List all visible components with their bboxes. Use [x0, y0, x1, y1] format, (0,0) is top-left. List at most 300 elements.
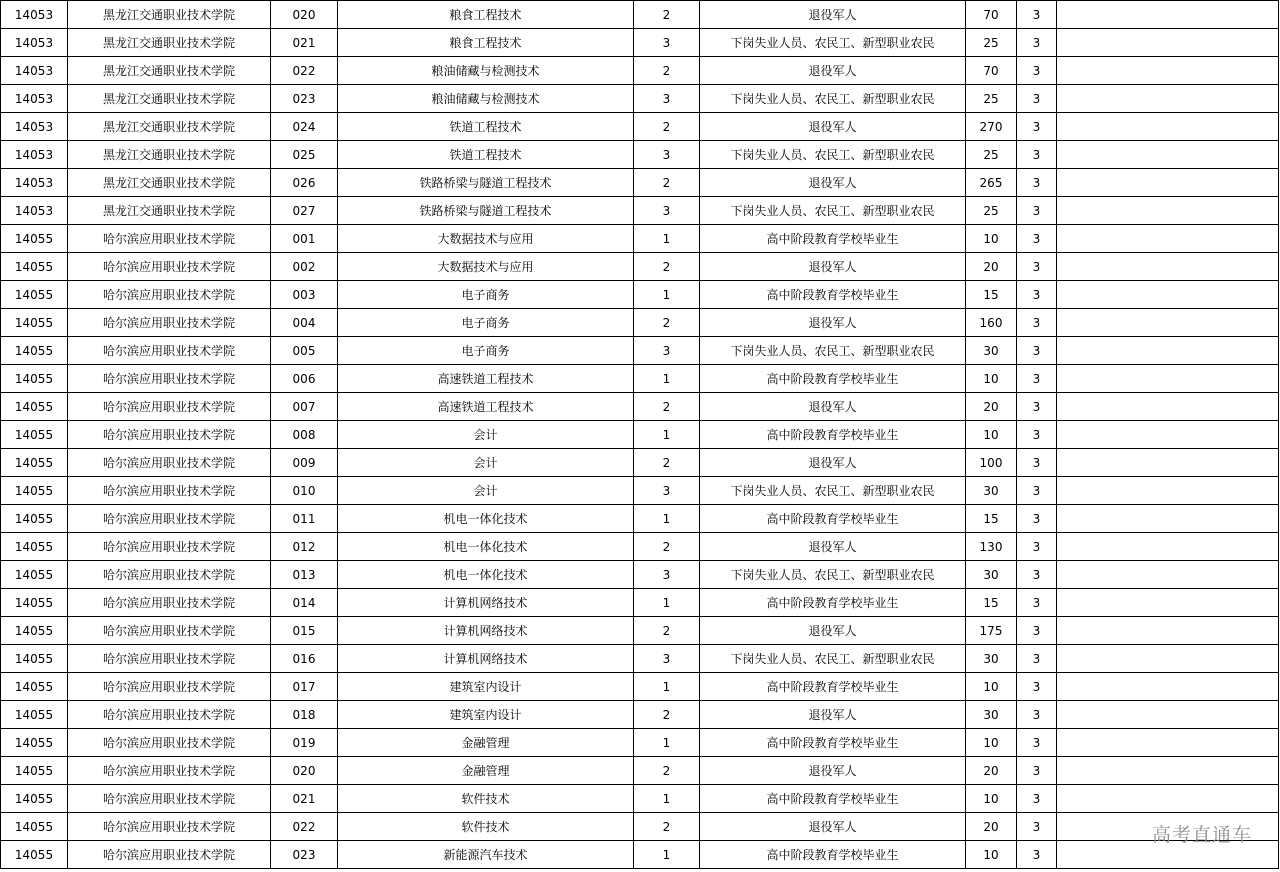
major-name-cell: 粮食工程技术 [338, 1, 634, 29]
category-cell: 1 [634, 589, 700, 617]
applicant-type-cell: 退役军人 [700, 617, 966, 645]
category-cell: 2 [634, 169, 700, 197]
quota-cell: 25 [966, 141, 1017, 169]
college-name-cell: 黑龙江交通职业技术学院 [68, 141, 271, 169]
notes-cell [1057, 309, 1279, 337]
duration-cell: 3 [1017, 701, 1057, 729]
applicant-type-cell: 高中阶段教育学校毕业生 [700, 365, 966, 393]
duration-cell: 3 [1017, 141, 1057, 169]
college-name-cell: 哈尔滨应用职业技术学院 [68, 757, 271, 785]
duration-cell: 3 [1017, 1, 1057, 29]
table-row [1, 533, 1279, 561]
major-name-cell: 电子商务 [338, 309, 634, 337]
college-name-cell: 哈尔滨应用职业技术学院 [68, 561, 271, 589]
major-code-cell: 021 [271, 29, 338, 57]
major-name-cell: 计算机网络技术 [338, 589, 634, 617]
quota-cell: 160 [966, 309, 1017, 337]
applicant-type-cell: 高中阶段教育学校毕业生 [700, 673, 966, 701]
table-row [1, 225, 1279, 253]
college-name-cell: 黑龙江交通职业技术学院 [68, 197, 271, 225]
quota-cell: 15 [966, 281, 1017, 309]
major-code-cell: 010 [271, 477, 338, 505]
table-row [1, 841, 1279, 869]
duration-cell: 3 [1017, 449, 1057, 477]
table-row [1, 169, 1279, 197]
quota-cell: 20 [966, 757, 1017, 785]
applicant-type-cell: 下岗失业人员、农民工、新型职业农民 [700, 141, 966, 169]
college-name-cell: 哈尔滨应用职业技术学院 [68, 337, 271, 365]
category-cell: 2 [634, 393, 700, 421]
applicant-type-cell: 退役军人 [700, 393, 966, 421]
college-name-cell: 黑龙江交通职业技术学院 [68, 85, 271, 113]
notes-cell [1057, 85, 1279, 113]
major-code-cell: 005 [271, 337, 338, 365]
applicant-type-cell: 退役军人 [700, 253, 966, 281]
major-name-cell: 机电一体化技术 [338, 505, 634, 533]
notes-cell [1057, 673, 1279, 701]
college-name-cell: 黑龙江交通职业技术学院 [68, 1, 271, 29]
category-cell: 1 [634, 281, 700, 309]
quota-cell: 20 [966, 253, 1017, 281]
college-code-cell: 14055 [1, 533, 68, 561]
notes-cell [1057, 141, 1279, 169]
duration-cell: 3 [1017, 533, 1057, 561]
major-code-cell: 016 [271, 645, 338, 673]
major-code-cell: 023 [271, 85, 338, 113]
major-name-cell: 铁路桥梁与隧道工程技术 [338, 169, 634, 197]
major-name-cell: 粮油储藏与检测技术 [338, 57, 634, 85]
major-name-cell: 会计 [338, 477, 634, 505]
table-row [1, 589, 1279, 617]
notes-cell [1057, 197, 1279, 225]
category-cell: 3 [634, 561, 700, 589]
quota-cell: 15 [966, 589, 1017, 617]
college-name-cell: 哈尔滨应用职业技术学院 [68, 785, 271, 813]
watermark: 高考直通车 [1151, 824, 1252, 846]
major-code-cell: 025 [271, 141, 338, 169]
notes-cell [1057, 477, 1279, 505]
quota-cell: 70 [966, 57, 1017, 85]
quota-cell: 25 [966, 197, 1017, 225]
applicant-type-cell: 退役军人 [700, 813, 966, 841]
major-code-cell: 027 [271, 197, 338, 225]
duration-cell: 3 [1017, 85, 1057, 113]
duration-cell: 3 [1017, 421, 1057, 449]
quota-cell: 25 [966, 29, 1017, 57]
duration-cell: 3 [1017, 757, 1057, 785]
applicant-type-cell: 下岗失业人员、农民工、新型职业农民 [700, 197, 966, 225]
college-name-cell: 哈尔滨应用职业技术学院 [68, 449, 271, 477]
notes-cell [1057, 57, 1279, 85]
applicant-type-cell: 下岗失业人员、农民工、新型职业农民 [700, 85, 966, 113]
major-name-cell: 建筑室内设计 [338, 673, 634, 701]
table-row [1, 1, 1279, 29]
quota-cell: 30 [966, 645, 1017, 673]
category-cell: 2 [634, 533, 700, 561]
college-code-cell: 14055 [1, 225, 68, 253]
quota-cell: 100 [966, 449, 1017, 477]
duration-cell: 3 [1017, 561, 1057, 589]
notes-cell [1057, 729, 1279, 757]
notes-cell [1057, 281, 1279, 309]
applicant-type-cell: 高中阶段教育学校毕业生 [700, 785, 966, 813]
applicant-type-cell: 退役军人 [700, 533, 966, 561]
notes-cell [1057, 169, 1279, 197]
table-row [1, 645, 1279, 673]
major-code-cell: 020 [271, 1, 338, 29]
notes-cell [1057, 393, 1279, 421]
category-cell: 3 [634, 29, 700, 57]
college-code-cell: 14053 [1, 169, 68, 197]
major-code-cell: 009 [271, 449, 338, 477]
table-row [1, 813, 1279, 841]
table-row [1, 449, 1279, 477]
college-code-cell: 14055 [1, 785, 68, 813]
major-code-cell: 026 [271, 169, 338, 197]
notes-cell [1057, 449, 1279, 477]
duration-cell: 3 [1017, 729, 1057, 757]
quota-cell: 270 [966, 113, 1017, 141]
duration-cell: 3 [1017, 617, 1057, 645]
duration-cell: 3 [1017, 813, 1057, 841]
college-code-cell: 14055 [1, 421, 68, 449]
category-cell: 3 [634, 477, 700, 505]
duration-cell: 3 [1017, 113, 1057, 141]
major-code-cell: 008 [271, 421, 338, 449]
quota-cell: 265 [966, 169, 1017, 197]
quota-cell: 70 [966, 1, 1017, 29]
applicant-type-cell: 下岗失业人员、农民工、新型职业农民 [700, 337, 966, 365]
category-cell: 2 [634, 1, 700, 29]
notes-cell [1057, 757, 1279, 785]
applicant-type-cell: 退役军人 [700, 701, 966, 729]
duration-cell: 3 [1017, 477, 1057, 505]
major-code-cell: 021 [271, 785, 338, 813]
category-cell: 2 [634, 813, 700, 841]
table-row [1, 197, 1279, 225]
notes-cell [1057, 701, 1279, 729]
major-code-cell: 007 [271, 393, 338, 421]
table-row [1, 477, 1279, 505]
college-code-cell: 14055 [1, 365, 68, 393]
applicant-type-cell: 下岗失业人员、农民工、新型职业农民 [700, 29, 966, 57]
category-cell: 2 [634, 253, 700, 281]
quota-cell: 10 [966, 225, 1017, 253]
table-row [1, 253, 1279, 281]
major-code-cell: 002 [271, 253, 338, 281]
applicant-type-cell: 退役军人 [700, 113, 966, 141]
college-name-cell: 哈尔滨应用职业技术学院 [68, 393, 271, 421]
college-code-cell: 14053 [1, 57, 68, 85]
quota-cell: 20 [966, 393, 1017, 421]
notes-cell [1057, 29, 1279, 57]
notes-cell [1057, 561, 1279, 589]
quota-cell: 10 [966, 729, 1017, 757]
college-name-cell: 黑龙江交通职业技术学院 [68, 29, 271, 57]
table-row [1, 561, 1279, 589]
major-name-cell: 会计 [338, 421, 634, 449]
notes-cell [1057, 617, 1279, 645]
major-name-cell: 会计 [338, 449, 634, 477]
major-name-cell: 计算机网络技术 [338, 645, 634, 673]
notes-cell [1057, 421, 1279, 449]
quota-cell: 175 [966, 617, 1017, 645]
college-name-cell: 哈尔滨应用职业技术学院 [68, 505, 271, 533]
major-name-cell: 计算机网络技术 [338, 617, 634, 645]
table-row [1, 617, 1279, 645]
category-cell: 2 [634, 701, 700, 729]
duration-cell: 3 [1017, 645, 1057, 673]
quota-cell: 20 [966, 813, 1017, 841]
table-row [1, 365, 1279, 393]
duration-cell: 3 [1017, 393, 1057, 421]
category-cell: 2 [634, 757, 700, 785]
quota-cell: 10 [966, 673, 1017, 701]
table-row [1, 505, 1279, 533]
notes-cell [1057, 785, 1279, 813]
quota-cell: 10 [966, 785, 1017, 813]
major-name-cell: 机电一体化技术 [338, 561, 634, 589]
college-name-cell: 哈尔滨应用职业技术学院 [68, 589, 271, 617]
college-code-cell: 14055 [1, 505, 68, 533]
notes-cell [1057, 1, 1279, 29]
major-code-cell: 003 [271, 281, 338, 309]
table-row [1, 701, 1279, 729]
table-row [1, 85, 1279, 113]
college-name-cell: 哈尔滨应用职业技术学院 [68, 421, 271, 449]
major-code-cell: 014 [271, 589, 338, 617]
quota-cell: 30 [966, 701, 1017, 729]
notes-cell [1057, 225, 1279, 253]
table-row [1, 393, 1279, 421]
college-name-cell: 哈尔滨应用职业技术学院 [68, 281, 271, 309]
major-name-cell: 建筑室内设计 [338, 701, 634, 729]
major-code-cell: 013 [271, 561, 338, 589]
duration-cell: 3 [1017, 309, 1057, 337]
duration-cell: 3 [1017, 169, 1057, 197]
college-name-cell: 哈尔滨应用职业技术学院 [68, 701, 271, 729]
duration-cell: 3 [1017, 365, 1057, 393]
category-cell: 1 [634, 365, 700, 393]
quota-cell: 15 [966, 505, 1017, 533]
major-code-cell: 015 [271, 617, 338, 645]
applicant-type-cell: 高中阶段教育学校毕业生 [700, 505, 966, 533]
applicant-type-cell: 退役军人 [700, 169, 966, 197]
duration-cell: 3 [1017, 337, 1057, 365]
category-cell: 3 [634, 337, 700, 365]
college-code-cell: 14055 [1, 449, 68, 477]
college-code-cell: 14055 [1, 561, 68, 589]
quota-cell: 10 [966, 841, 1017, 869]
major-name-cell: 大数据技术与应用 [338, 253, 634, 281]
duration-cell: 3 [1017, 785, 1057, 813]
category-cell: 2 [634, 113, 700, 141]
notes-cell [1057, 253, 1279, 281]
college-name-cell: 哈尔滨应用职业技术学院 [68, 617, 271, 645]
major-name-cell: 大数据技术与应用 [338, 225, 634, 253]
college-code-cell: 14055 [1, 589, 68, 617]
college-code-cell: 14055 [1, 253, 68, 281]
quota-cell: 30 [966, 477, 1017, 505]
notes-cell [1057, 589, 1279, 617]
category-cell: 1 [634, 785, 700, 813]
major-name-cell: 软件技术 [338, 813, 634, 841]
major-code-cell: 022 [271, 813, 338, 841]
notes-cell [1057, 505, 1279, 533]
applicant-type-cell: 高中阶段教育学校毕业生 [700, 729, 966, 757]
category-cell: 1 [634, 729, 700, 757]
major-code-cell: 006 [271, 365, 338, 393]
major-code-cell: 019 [271, 729, 338, 757]
college-name-cell: 黑龙江交通职业技术学院 [68, 113, 271, 141]
table-row [1, 113, 1279, 141]
category-cell: 1 [634, 225, 700, 253]
applicant-type-cell: 退役军人 [700, 1, 966, 29]
college-name-cell: 哈尔滨应用职业技术学院 [68, 477, 271, 505]
major-name-cell: 铁道工程技术 [338, 113, 634, 141]
category-cell: 3 [634, 85, 700, 113]
quota-cell: 30 [966, 337, 1017, 365]
applicant-type-cell: 高中阶段教育学校毕业生 [700, 841, 966, 869]
college-code-cell: 14055 [1, 841, 68, 869]
category-cell: 2 [634, 617, 700, 645]
college-name-cell: 黑龙江交通职业技术学院 [68, 57, 271, 85]
applicant-type-cell: 下岗失业人员、农民工、新型职业农民 [700, 477, 966, 505]
table-row [1, 141, 1279, 169]
duration-cell: 3 [1017, 29, 1057, 57]
college-code-cell: 14055 [1, 645, 68, 673]
major-name-cell: 金融管理 [338, 729, 634, 757]
major-name-cell: 金融管理 [338, 757, 634, 785]
table-row [1, 29, 1279, 57]
college-name-cell: 哈尔滨应用职业技术学院 [68, 813, 271, 841]
duration-cell: 3 [1017, 841, 1057, 869]
college-code-cell: 14055 [1, 617, 68, 645]
major-code-cell: 012 [271, 533, 338, 561]
duration-cell: 3 [1017, 57, 1057, 85]
quota-cell: 10 [966, 421, 1017, 449]
notes-cell [1057, 645, 1279, 673]
duration-cell: 3 [1017, 253, 1057, 281]
applicant-type-cell: 高中阶段教育学校毕业生 [700, 421, 966, 449]
category-cell: 3 [634, 141, 700, 169]
applicant-type-cell: 退役军人 [700, 309, 966, 337]
major-code-cell: 022 [271, 57, 338, 85]
major-name-cell: 粮食工程技术 [338, 29, 634, 57]
college-code-cell: 14053 [1, 141, 68, 169]
college-code-cell: 14053 [1, 29, 68, 57]
major-code-cell: 018 [271, 701, 338, 729]
college-name-cell: 哈尔滨应用职业技术学院 [68, 533, 271, 561]
major-name-cell: 软件技术 [338, 785, 634, 813]
duration-cell: 3 [1017, 589, 1057, 617]
major-code-cell: 001 [271, 225, 338, 253]
college-name-cell: 哈尔滨应用职业技术学院 [68, 365, 271, 393]
category-cell: 2 [634, 449, 700, 477]
notes-cell [1057, 337, 1279, 365]
table-row [1, 673, 1279, 701]
quota-cell: 30 [966, 561, 1017, 589]
applicant-type-cell: 高中阶段教育学校毕业生 [700, 225, 966, 253]
college-code-cell: 14053 [1, 85, 68, 113]
college-name-cell: 哈尔滨应用职业技术学院 [68, 729, 271, 757]
college-code-cell: 14055 [1, 309, 68, 337]
table-row [1, 337, 1279, 365]
major-code-cell: 023 [271, 841, 338, 869]
college-code-cell: 14055 [1, 393, 68, 421]
college-code-cell: 14055 [1, 757, 68, 785]
major-name-cell: 铁道工程技术 [338, 141, 634, 169]
table-row [1, 421, 1279, 449]
major-code-cell: 017 [271, 673, 338, 701]
quota-cell: 10 [966, 365, 1017, 393]
college-name-cell: 哈尔滨应用职业技术学院 [68, 673, 271, 701]
applicant-type-cell: 下岗失业人员、农民工、新型职业农民 [700, 561, 966, 589]
applicant-type-cell: 退役军人 [700, 757, 966, 785]
category-cell: 1 [634, 505, 700, 533]
major-name-cell: 高速铁道工程技术 [338, 365, 634, 393]
notes-cell [1057, 365, 1279, 393]
major-code-cell: 011 [271, 505, 338, 533]
major-code-cell: 024 [271, 113, 338, 141]
major-name-cell: 高速铁道工程技术 [338, 393, 634, 421]
table-body [1, 1, 1279, 869]
major-code-cell: 004 [271, 309, 338, 337]
college-name-cell: 哈尔滨应用职业技术学院 [68, 645, 271, 673]
college-name-cell: 哈尔滨应用职业技术学院 [68, 253, 271, 281]
applicant-type-cell: 下岗失业人员、农民工、新型职业农民 [700, 645, 966, 673]
category-cell: 1 [634, 673, 700, 701]
duration-cell: 3 [1017, 505, 1057, 533]
table-row [1, 785, 1279, 813]
category-cell: 1 [634, 421, 700, 449]
table-row [1, 729, 1279, 757]
college-code-cell: 14055 [1, 337, 68, 365]
major-name-cell: 粮油储藏与检测技术 [338, 85, 634, 113]
major-name-cell: 机电一体化技术 [338, 533, 634, 561]
college-code-cell: 14055 [1, 281, 68, 309]
quota-cell: 130 [966, 533, 1017, 561]
table-row [1, 309, 1279, 337]
college-code-cell: 14053 [1, 1, 68, 29]
applicant-type-cell: 高中阶段教育学校毕业生 [700, 589, 966, 617]
major-name-cell: 电子商务 [338, 337, 634, 365]
category-cell: 3 [634, 645, 700, 673]
college-code-cell: 14053 [1, 197, 68, 225]
category-cell: 3 [634, 197, 700, 225]
category-cell: 2 [634, 57, 700, 85]
major-name-cell: 电子商务 [338, 281, 634, 309]
duration-cell: 3 [1017, 225, 1057, 253]
notes-cell [1057, 533, 1279, 561]
notes-cell [1057, 113, 1279, 141]
duration-cell: 3 [1017, 281, 1057, 309]
college-name-cell: 哈尔滨应用职业技术学院 [68, 225, 271, 253]
table-row [1, 757, 1279, 785]
college-name-cell: 哈尔滨应用职业技术学院 [68, 841, 271, 869]
college-code-cell: 14055 [1, 477, 68, 505]
category-cell: 1 [634, 841, 700, 869]
college-name-cell: 黑龙江交通职业技术学院 [68, 169, 271, 197]
applicant-type-cell: 退役军人 [700, 449, 966, 477]
category-cell: 2 [634, 309, 700, 337]
major-name-cell: 铁路桥梁与隧道工程技术 [338, 197, 634, 225]
table-row [1, 281, 1279, 309]
major-code-cell: 020 [271, 757, 338, 785]
applicant-type-cell: 退役军人 [700, 57, 966, 85]
college-code-cell: 14055 [1, 729, 68, 757]
applicant-type-cell: 高中阶段教育学校毕业生 [700, 281, 966, 309]
